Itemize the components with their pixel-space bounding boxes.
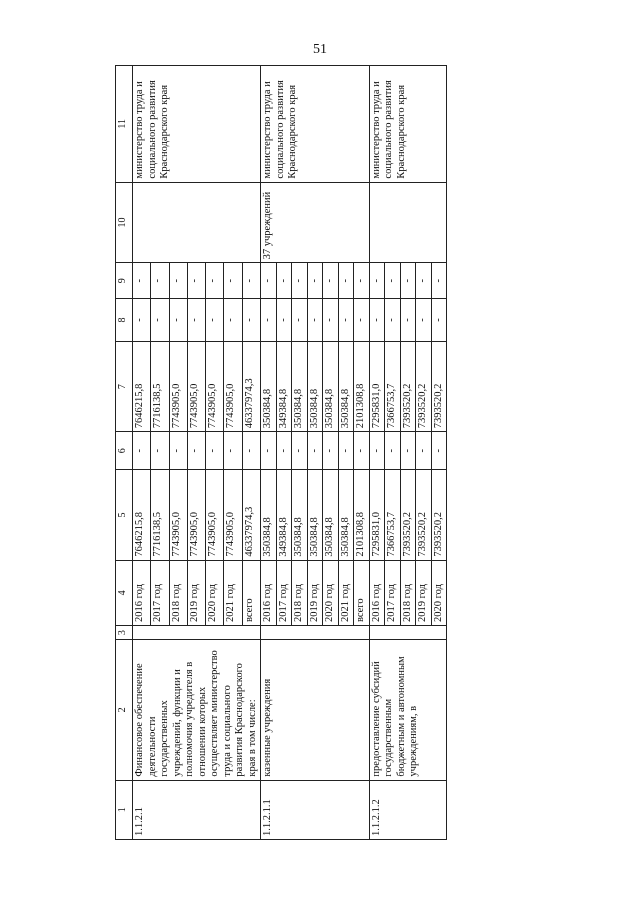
regional-cell: 7743905,0 <box>187 341 205 431</box>
other-cell: - <box>400 263 416 299</box>
local-cell: - <box>354 299 370 342</box>
year-cell: 2018 год <box>169 560 187 625</box>
total-cell: 350384,8 <box>307 470 323 560</box>
regional-cell: 350384,8 <box>292 341 308 431</box>
table-row <box>369 66 385 840</box>
other-cell: - <box>133 263 151 299</box>
regional-cell: 7393520,2 <box>416 341 432 431</box>
local-cell: - <box>276 299 292 342</box>
federal-cell: - <box>206 432 224 470</box>
local-cell: - <box>323 299 339 342</box>
local-cell: - <box>416 299 432 342</box>
year-cell: 2017 год <box>151 560 169 625</box>
year-cell: 2021 год <box>224 560 242 625</box>
total-cell: 350384,8 <box>292 470 308 560</box>
year-cell: 2017 год <box>276 560 292 625</box>
program-table <box>115 65 447 840</box>
responsible-cell: министерство труда и социального развития Краснодарского края <box>261 66 370 183</box>
page-number: 51 <box>313 42 327 57</box>
result-cell: 37 учреждений <box>261 182 370 263</box>
federal-cell: - <box>292 432 308 470</box>
responsible-cell: министерство труда и социального развития Краснодарского края <box>369 66 447 183</box>
other-cell: - <box>369 263 385 299</box>
other-cell: - <box>292 263 308 299</box>
total-cell: 350384,8 <box>323 470 339 560</box>
year-cell: 2020 год <box>206 560 224 625</box>
local-cell: - <box>224 299 242 342</box>
regional-cell: 350384,8 <box>338 341 354 431</box>
federal-cell: - <box>385 432 401 470</box>
year-cell: 2017 год <box>385 560 401 625</box>
table-body <box>133 66 447 840</box>
federal-cell: - <box>400 432 416 470</box>
year-cell: всего <box>354 560 370 625</box>
other-cell: - <box>261 263 277 299</box>
total-cell: 46337974,3 <box>242 470 260 560</box>
other-cell: - <box>242 263 260 299</box>
total-cell: 7743905,0 <box>169 470 187 560</box>
total-cell: 350384,8 <box>261 470 277 560</box>
local-cell: - <box>400 299 416 342</box>
federal-cell: - <box>169 432 187 470</box>
other-cell: - <box>151 263 169 299</box>
table-row <box>133 66 151 840</box>
total-cell: 7393520,2 <box>416 470 432 560</box>
local-cell: - <box>292 299 308 342</box>
total-cell: 7743905,0 <box>224 470 242 560</box>
item-code: 1.1.2.1.2 <box>369 780 447 839</box>
other-cell: - <box>224 263 242 299</box>
col-header: 1 <box>116 780 133 839</box>
federal-cell: - <box>307 432 323 470</box>
item-col3 <box>369 626 447 640</box>
regional-cell: 350384,8 <box>323 341 339 431</box>
regional-cell: 7366753,7 <box>385 341 401 431</box>
year-cell: 2021 год <box>338 560 354 625</box>
item-col3 <box>261 626 370 640</box>
federal-cell: - <box>416 432 432 470</box>
year-cell: 2016 год <box>369 560 385 625</box>
federal-cell: - <box>151 432 169 470</box>
item-code: 1.1.2.1.1 <box>261 780 370 839</box>
item-name: казенные учреждения <box>261 640 370 780</box>
other-cell: - <box>416 263 432 299</box>
regional-cell: 7393520,2 <box>431 341 447 431</box>
other-cell: - <box>323 263 339 299</box>
local-cell: - <box>338 299 354 342</box>
item-col3 <box>133 626 261 640</box>
responsible-cell: министерство труда и социального развития Краснодарского края <box>133 66 261 183</box>
federal-cell: - <box>276 432 292 470</box>
federal-cell: - <box>323 432 339 470</box>
regional-cell: 350384,8 <box>261 341 277 431</box>
col-header: 2 <box>116 640 133 780</box>
col-header: 7 <box>116 341 133 431</box>
regional-cell: 2101308,8 <box>354 341 370 431</box>
total-cell: 7743905,0 <box>187 470 205 560</box>
regional-cell: 7716138,5 <box>151 341 169 431</box>
year-cell: 2020 год <box>323 560 339 625</box>
year-cell: 2019 год <box>187 560 205 625</box>
other-cell: - <box>354 263 370 299</box>
table-row <box>261 66 277 840</box>
other-cell: - <box>431 263 447 299</box>
local-cell: - <box>151 299 169 342</box>
result-cell <box>369 182 447 263</box>
col-header: 10 <box>116 182 133 263</box>
col-header: 6 <box>116 432 133 470</box>
other-cell: - <box>307 263 323 299</box>
federal-cell: - <box>133 432 151 470</box>
year-cell: 2016 год <box>261 560 277 625</box>
federal-cell: - <box>354 432 370 470</box>
local-cell: - <box>206 299 224 342</box>
regional-cell: 7743905,0 <box>224 341 242 431</box>
year-cell: 2019 год <box>307 560 323 625</box>
col-header: 9 <box>116 263 133 299</box>
regional-cell: 7295831,0 <box>369 341 385 431</box>
total-cell: 7295831,0 <box>369 470 385 560</box>
other-cell: - <box>206 263 224 299</box>
total-cell: 2101308,8 <box>354 470 370 560</box>
total-cell: 350384,8 <box>338 470 354 560</box>
total-cell: 7393520,2 <box>400 470 416 560</box>
regional-cell: 7393520,2 <box>400 341 416 431</box>
federal-cell: - <box>431 432 447 470</box>
regional-cell: 349384,8 <box>276 341 292 431</box>
col-header: 4 <box>116 560 133 625</box>
year-cell: 2018 год <box>400 560 416 625</box>
total-cell: 7366753,7 <box>385 470 401 560</box>
local-cell: - <box>187 299 205 342</box>
item-name: предоставление субсидий государственным бюджетным и автономным учреждениям, в <box>369 640 447 780</box>
other-cell: - <box>276 263 292 299</box>
regional-cell: 350384,8 <box>307 341 323 431</box>
regional-cell: 7743905,0 <box>169 341 187 431</box>
other-cell: - <box>385 263 401 299</box>
rotated-table-wrapper <box>115 65 545 840</box>
year-cell: 2016 год <box>133 560 151 625</box>
col-header: 3 <box>116 626 133 640</box>
local-cell: - <box>369 299 385 342</box>
result-cell <box>133 182 261 263</box>
year-cell: 2018 год <box>292 560 308 625</box>
col-header: 11 <box>116 66 133 183</box>
regional-cell: 7743905,0 <box>206 341 224 431</box>
total-cell: 349384,8 <box>276 470 292 560</box>
regional-cell: 7646215,8 <box>133 341 151 431</box>
local-cell: - <box>242 299 260 342</box>
year-cell: всего <box>242 560 260 625</box>
year-cell: 2020 год <box>431 560 447 625</box>
other-cell: - <box>187 263 205 299</box>
total-cell: 7393520,2 <box>431 470 447 560</box>
regional-cell: 46337974,3 <box>242 341 260 431</box>
local-cell: - <box>133 299 151 342</box>
local-cell: - <box>385 299 401 342</box>
year-cell: 2019 год <box>416 560 432 625</box>
total-cell: 7716138,5 <box>151 470 169 560</box>
federal-cell: - <box>369 432 385 470</box>
federal-cell: - <box>224 432 242 470</box>
other-cell: - <box>338 263 354 299</box>
other-cell: - <box>169 263 187 299</box>
item-code: 1.1.2.1 <box>133 780 261 839</box>
local-cell: - <box>307 299 323 342</box>
total-cell: 7646215,8 <box>133 470 151 560</box>
local-cell: - <box>169 299 187 342</box>
federal-cell: - <box>261 432 277 470</box>
local-cell: - <box>431 299 447 342</box>
col-header: 5 <box>116 470 133 560</box>
col-header: 8 <box>116 299 133 342</box>
federal-cell: - <box>242 432 260 470</box>
federal-cell: - <box>338 432 354 470</box>
federal-cell: - <box>187 432 205 470</box>
column-number-row <box>116 66 133 840</box>
total-cell: 7743905,0 <box>206 470 224 560</box>
item-name: Финансовое обеспечение деятельности государственных учреждений, функции и полномочия учредителя в отношении которых осуществляет министерство труда и социального развития Краснодарского края в том числе: <box>133 640 261 780</box>
local-cell: - <box>261 299 277 342</box>
